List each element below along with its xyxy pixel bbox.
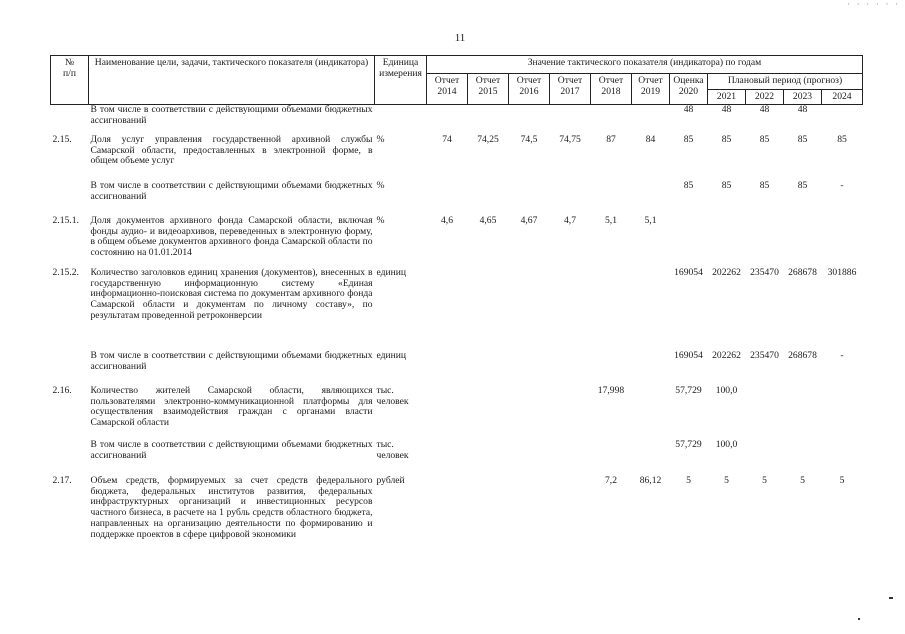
- row-value: [784, 440, 822, 476]
- row-value: [509, 386, 550, 440]
- row-name: В том числе в соответствии с действующими объемами бюджетных ассигнований: [90, 349, 373, 372]
- header-plan-year: 2023: [784, 89, 822, 105]
- row-number: [51, 351, 89, 386]
- row-value: [591, 181, 632, 216]
- row-value: 74,75: [559, 133, 581, 145]
- row-unit: единиц: [376, 349, 407, 361]
- row-value: [746, 440, 784, 476]
- row-name: Доля документов архивного фонда Самарской области, включая фонды аудио- и видеоархивов, переведенных в электронную форму, в общем объеме документов архивного фонда Самарской области по состоянию на 01.01.2014: [90, 214, 373, 259]
- row-value: [509, 476, 550, 566]
- row-value: [468, 440, 509, 476]
- row-value: 4,7: [564, 214, 576, 226]
- row-value: 5: [839, 474, 845, 486]
- header-year-col: Отчет 2017: [550, 74, 591, 105]
- row-number: 2.17.: [52, 474, 72, 486]
- row-value: [822, 440, 863, 476]
- row-value: 202262: [712, 349, 741, 361]
- row-value: 4,6: [441, 214, 453, 226]
- table-row: [51, 135, 863, 181]
- row-unit: %: [376, 179, 385, 191]
- row-value: 17,998: [597, 384, 625, 396]
- row-value: [591, 440, 632, 476]
- row-unit: %: [376, 133, 385, 145]
- row-value: [550, 476, 591, 566]
- row-value: [591, 268, 632, 351]
- row-value: [509, 351, 550, 386]
- header-plan-group: Плановый период (прогноз): [708, 74, 863, 90]
- row-value: [822, 216, 863, 268]
- row-value: -: [840, 349, 844, 361]
- row-name: Доля услуг управления государственной архивной службы Самарской области, предоставленных в электронной форме, в общем объеме услуг: [90, 133, 373, 167]
- row-value: 5: [724, 474, 729, 486]
- row-value: 5: [686, 474, 691, 486]
- row-value: [509, 105, 550, 135]
- row-unit: %: [376, 214, 385, 226]
- row-value: [468, 386, 509, 440]
- row-value: [427, 440, 468, 476]
- row-value: 4,67: [520, 214, 538, 226]
- row-number: [51, 181, 89, 216]
- row-value: [822, 386, 863, 440]
- row-name: В том числе в соответствии с действующими объемами бюджетных ассигнований: [90, 438, 373, 461]
- row-value: 5: [800, 474, 805, 486]
- row-value: [822, 105, 863, 135]
- table-row: [51, 105, 863, 135]
- row-value: [509, 440, 550, 476]
- table-body: [51, 105, 863, 566]
- row-value: [468, 268, 509, 351]
- row-value: 5,1: [605, 214, 617, 226]
- header-year-col: Отчет 2015: [468, 74, 509, 105]
- row-value: 85: [759, 133, 770, 145]
- row-value: 268678: [788, 266, 817, 278]
- row-value: [427, 351, 468, 386]
- row-value: [632, 181, 670, 216]
- row-name: В том числе в соответствии с действующими объемами бюджетных ассигнований: [90, 104, 373, 127]
- row-value: 268678: [788, 349, 817, 361]
- row-value: 5,1: [644, 214, 657, 226]
- row-value: [670, 216, 708, 268]
- row-value: 48: [721, 104, 732, 116]
- row-value: [427, 386, 468, 440]
- row-value: 4,65: [479, 214, 497, 226]
- row-value: [550, 181, 591, 216]
- row-name: Объем средств, формируемых за счет средств федерального бюджета, федеральных институтов развития, федеральных инфраструктурных организаций и инвестиционных ресурсов частного бизнеса, в расчете на 1 рубль средств областного бюджета, направленных на организацию деятельности по формированию и поддержке проектов в сфере цифровой экономики: [90, 474, 373, 540]
- header-year-col: Отчет 2018: [591, 74, 632, 105]
- row-value: 100,0: [715, 384, 738, 396]
- row-value: 169054: [674, 266, 703, 278]
- row-value: 74,5: [520, 133, 538, 145]
- row-value: [550, 351, 591, 386]
- row-name: Количество заголовков единиц хранения (документов), внесенных в государственную информационную систему «Единая информационно-поисковая система по документам архивного фонда Самарской области и документам по личному составу», по результатам проведенной ретроконверсии: [90, 266, 373, 321]
- row-value: 169054: [674, 349, 703, 361]
- row-value: 235470: [750, 266, 779, 278]
- row-value: [550, 268, 591, 351]
- row-unit: [375, 105, 427, 135]
- table-row: [51, 351, 863, 386]
- scan-speck: [858, 618, 860, 620]
- row-unit: рублей: [376, 474, 405, 486]
- row-value: [746, 386, 784, 440]
- row-unit: единиц: [376, 266, 407, 278]
- row-value: [550, 105, 591, 135]
- row-number: 2.16.: [52, 384, 72, 396]
- row-value: [632, 386, 670, 440]
- row-value: 85: [797, 179, 808, 191]
- table-row: [51, 440, 863, 476]
- row-number: [51, 105, 89, 135]
- row-unit: тыс. человек: [376, 438, 409, 461]
- header-values-group: Значение тактического показателя (индикатора) по годам: [427, 56, 863, 74]
- row-unit: тыс. человек: [376, 384, 409, 407]
- row-name: В том числе в соответствии с действующими объемами бюджетных ассигнований: [90, 179, 373, 202]
- row-value: 57,729: [675, 384, 702, 396]
- table-row: [51, 386, 863, 440]
- header-year-col: Отчет 2014: [427, 74, 468, 105]
- row-value: 48: [683, 104, 694, 116]
- row-value: [427, 181, 468, 216]
- header-plan-year: 2024: [822, 89, 863, 105]
- row-value: [784, 216, 822, 268]
- row-number: [51, 440, 89, 476]
- row-value: 57,729: [675, 438, 702, 450]
- header-unit: Единица измерения: [375, 56, 427, 105]
- table-row: [51, 476, 863, 566]
- row-value: 100,0: [715, 438, 738, 450]
- row-value: 87: [606, 133, 616, 145]
- row-value: 85: [721, 179, 732, 191]
- header-plan-year: 2021: [708, 89, 746, 105]
- row-value: 85: [683, 133, 694, 145]
- row-value: [632, 268, 670, 351]
- row-value: [746, 216, 784, 268]
- row-value: [427, 268, 468, 351]
- row-value: 48: [797, 104, 808, 116]
- row-value: 5: [762, 474, 767, 486]
- row-value: 48: [759, 104, 770, 116]
- row-value: [468, 476, 509, 566]
- row-value: 7,2: [605, 474, 617, 486]
- row-value: 74,25: [477, 133, 499, 145]
- table-row: [51, 181, 863, 216]
- row-value: 84: [645, 133, 656, 145]
- row-number: 2.15.: [52, 133, 72, 145]
- row-value: 301886: [827, 266, 857, 278]
- row-value: [468, 181, 509, 216]
- row-value: 202262: [712, 266, 741, 278]
- row-number: 2.15.2.: [52, 266, 79, 278]
- row-value: 85: [797, 133, 808, 145]
- row-value: [550, 440, 591, 476]
- row-name: Количество жителей Самарской области, являющихся пользователями электронно-коммуникационной платформы для осуществления взаимодействия граждан с органами власти Самарской области: [90, 384, 373, 429]
- header-year-col: Отчет 2019: [632, 74, 670, 105]
- header-year-col: Отчет 2016: [509, 74, 550, 105]
- header-name: Наименование цели, задачи, тактического показателя (индикатора): [89, 56, 375, 105]
- row-value: [550, 386, 591, 440]
- row-value: [632, 105, 670, 135]
- row-value: [427, 105, 468, 135]
- table-row: [51, 268, 863, 351]
- scan-artifact: · · · · · ·: [846, 0, 899, 9]
- row-value: [427, 476, 468, 566]
- row-value: [591, 105, 632, 135]
- header-num: № п/п: [51, 56, 89, 105]
- row-number: 2.15.1.: [52, 214, 79, 226]
- table-row: [51, 216, 863, 268]
- indicators-table: [50, 55, 863, 566]
- row-value: [708, 216, 746, 268]
- row-value: 85: [721, 133, 732, 145]
- row-value: [509, 268, 550, 351]
- row-value: [468, 105, 509, 135]
- row-value: 86,12: [639, 474, 662, 486]
- page-number: 11: [454, 32, 466, 44]
- row-value: [468, 351, 509, 386]
- row-value: 235470: [750, 349, 779, 361]
- row-value: 74: [442, 133, 452, 145]
- header-plan-year: 2022: [746, 89, 784, 105]
- row-value: 85: [837, 133, 847, 145]
- scan-speck: [889, 597, 893, 599]
- row-value: [509, 181, 550, 216]
- row-value: 85: [759, 179, 770, 191]
- row-value: [632, 351, 670, 386]
- row-value: [632, 440, 670, 476]
- row-value: [784, 386, 822, 440]
- row-value: -: [840, 179, 844, 191]
- header-year-col: Оценка 2020: [670, 74, 708, 105]
- row-value: 85: [683, 179, 694, 191]
- row-value: [591, 351, 632, 386]
